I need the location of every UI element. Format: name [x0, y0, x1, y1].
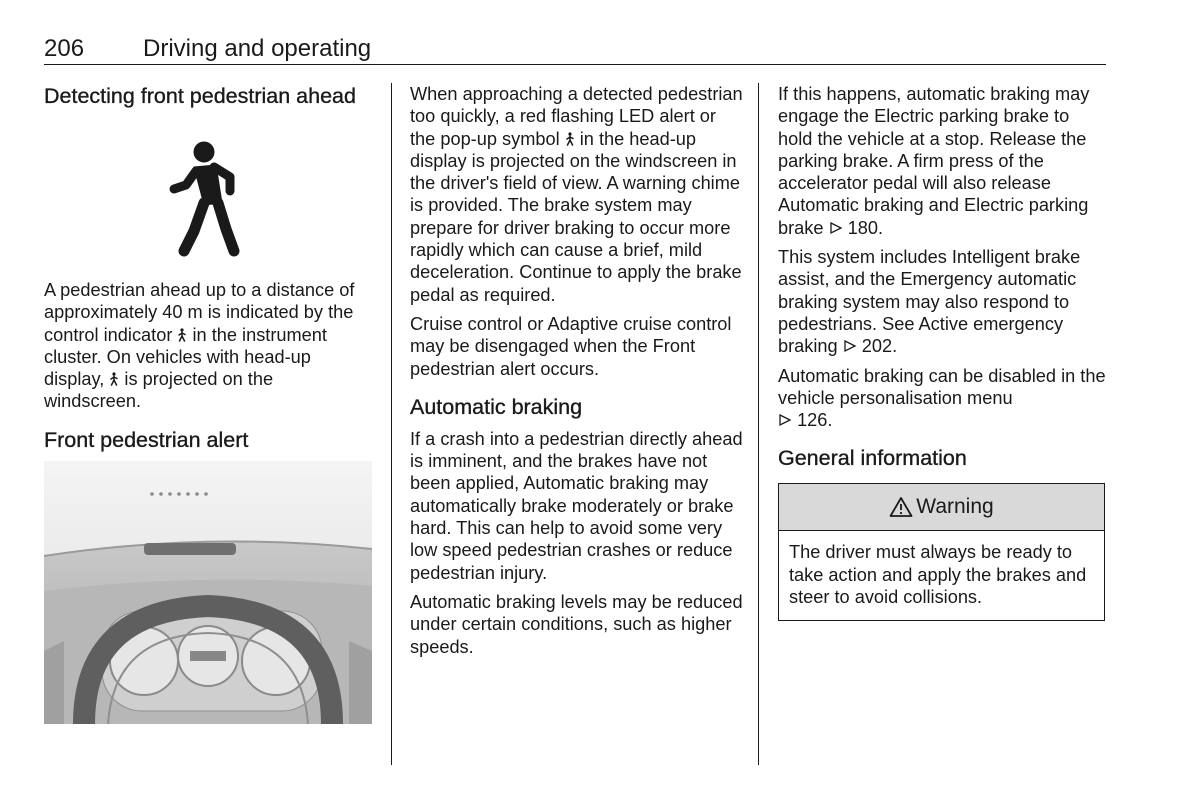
paragraph-intelligent-brake-assist: This system includes Intelligent brake assist, and the Emergency automatic braking system may also respond to pedestrians. See Active emergency braking 202.: [778, 247, 1081, 357]
page-reference-arrow-icon: [843, 339, 857, 353]
page-number: 206: [44, 35, 85, 62]
dashboard-cockpit-image: [44, 461, 372, 724]
page-ref-180[interactable]: 180: [847, 217, 878, 238]
pedestrian-indicator-icon: [109, 372, 119, 386]
paragraph-approaching-pedestrian: When approaching a detected pedestrian too quickly, a red flashing LED alert or the pop-up symbol in the head-up display is projected on the windscreen in the driver's field of view. A warning chime is provided. The brake system may prepare for driver braking to occur more rapidly which can cause a brief, mild deceleration. Continue to apply the brake pedal as required.: [410, 84, 743, 305]
column-divider-2: [758, 83, 759, 765]
column-3: [778, 83, 1108, 621]
column-divider-1: [391, 83, 392, 765]
pedestrian-indicator-icon: [177, 328, 187, 342]
page-header: [44, 34, 1106, 65]
pedestrian-indicator-icon: [565, 132, 575, 146]
warning-title: Warning: [916, 495, 994, 519]
warning-triangle-icon: [889, 496, 913, 518]
page-reference-arrow-icon: [778, 413, 792, 427]
paragraph-parking-brake: If this happens, automatic braking may engage the Electric parking brake to hold the vehicle at a stop. Release the parking brake. A firm press of the accelerator pedal will also release Automatic braking and Electric parking brake 180.: [778, 84, 1090, 238]
column-1: [44, 83, 374, 724]
pedestrian-icon: [44, 119, 372, 269]
page-ref-126[interactable]: 126: [797, 410, 828, 431]
column-2: [410, 83, 745, 665]
section-title: Driving and operating: [143, 35, 372, 62]
paragraph-pedestrian-ahead: A pedestrian ahead up to a distance of approximately 40 m is indicated by the control indicator in the instrument cluster. On vehicles with head-up display, is projected on the windscreen.: [44, 280, 355, 412]
paragraph-cruise-control: Cruise control or Adaptive cruise control may be disengaged when the Front pedestrian alert occurs.: [410, 313, 732, 379]
heading-general-information: General information: [778, 446, 967, 471]
paragraph-disable-braking: Automatic braking can be disabled in the vehicle personalisation menu 126.: [778, 365, 1106, 431]
paragraph-braking-levels: Automatic braking levels may be reduced under certain conditions, such as higher speeds.: [410, 591, 743, 657]
page-reference-arrow-icon: [829, 221, 843, 235]
warning-box: [778, 483, 1105, 621]
page-ref-202[interactable]: 202: [861, 336, 893, 357]
warning-header: [779, 484, 1104, 531]
heading-detecting-pedestrian: Detecting front pedestrian ahead: [44, 84, 356, 108]
heading-automatic-braking: Automatic braking: [410, 394, 583, 419]
paragraph-crash-imminent: If a crash into a pedestrian directly ahead is imminent, and the brakes have not been applied, Automatic braking may automatically brake moderately or brake hard. This can help to avoid some very low speed pedestrian crashes or reduce pedestrian injury.: [410, 428, 743, 583]
dashboard-illustration: [44, 461, 372, 724]
warning-body: The driver must always be ready to take action and apply the brakes and steer to avoid collisions.: [789, 542, 1087, 608]
pedestrian-symbol-figure: [44, 119, 372, 269]
heading-front-pedestrian-alert: Front pedestrian alert: [44, 427, 249, 452]
